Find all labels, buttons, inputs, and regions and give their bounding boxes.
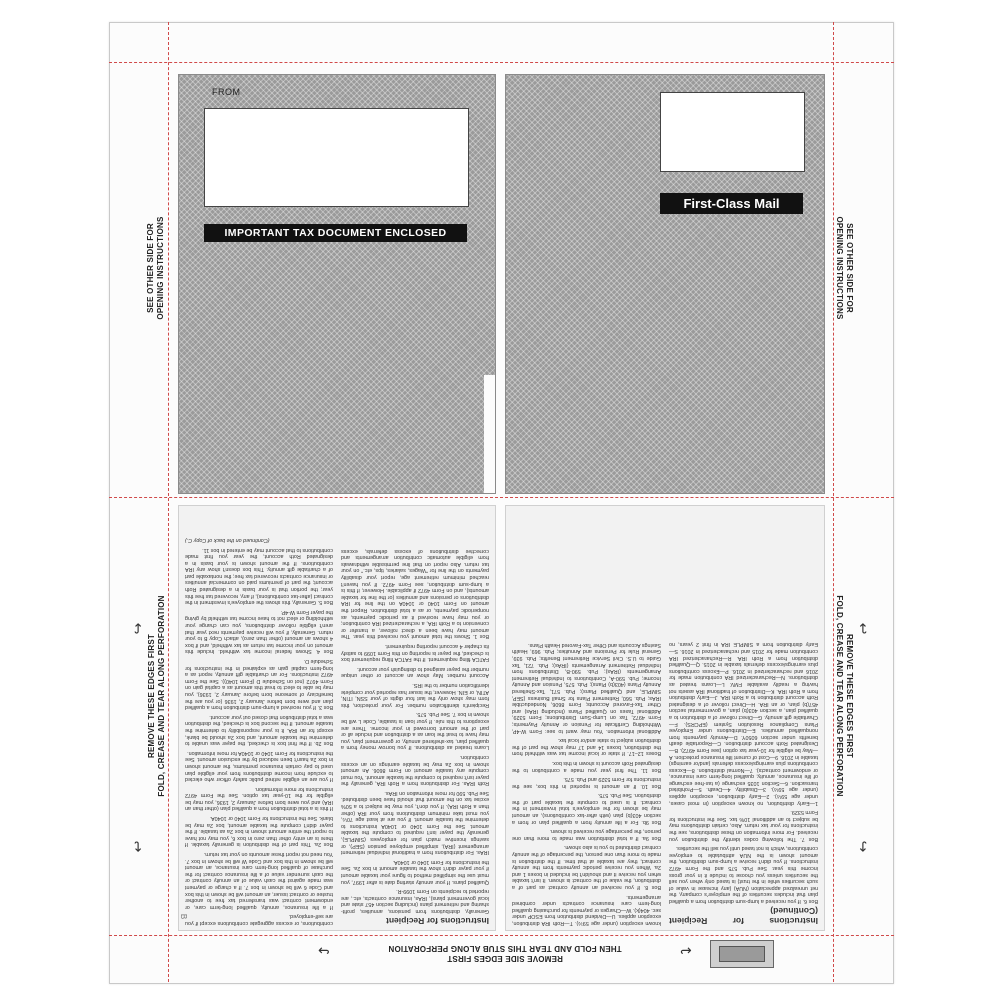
instructions-paragraph: Box 11. The first year you made a contribution to the designated Roth account is shown in this box. xyxy=(512,759,661,773)
instructions-paragraph: Account number. May show an account or other unique number the payer assigned to distinguish your account. xyxy=(341,665,489,679)
instructions-paragraph: Box 2a. This part of the distribution is generally taxable. If there is an entry other than zero in box 6, you may not have to report the entire amount shown in box 2a as taxable. If the payer didn't compute the taxable amount, box 2a may be blank. See the instructions for Form 1040 or 1040A. xyxy=(185,815,333,848)
instructions-right-title: Instructions for Recipient (Continued) xyxy=(669,906,818,926)
instructions-paragraph: Box 10. If an amount is reported in this box, see the instructions for Form 5329 and Pub. 575. xyxy=(512,776,661,789)
instructions-paragraph: Box 5. Generally, this shows the employee's investment in the contract (after-tax contributions), if any, recovered tax free this year; the portion that is your basis in a designated Roth account; the part of premiums paid on commercial annuities or insurance contracts recovered tax free; the nontaxable part of a charitable gift annuity. This box doesn't show any IRA contributions. If the amount shown is your basis in a designated Roth account, the year you first made contributions to that account may be entered in box 11. xyxy=(185,546,333,606)
bottom-stub-perforation xyxy=(109,935,894,936)
instructions-paragraph: If a life insurance, annuity, qualified long-term care, or endowment contract was transferred tax free to another trustee or contract issuer, an amount will be shown in this box and Code 6 will be shown in box 7. If a charge or payment was made against the cash value of an annuity contract or the cash surrender value of a life insurance contract for the purchase of qualified long-term care insurance, an amount will be shown in this box and Code W will be shown in box 7. You need not report these amounts on your tax return. xyxy=(185,851,333,910)
instructions-paragraph: Recipient's identification number. For your protection, this form may show only the last four digits of your SSN, ITIN, ATIN, or EIN. However, the issuer has reported your complete identification number to the IRS. xyxy=(341,682,489,708)
instructions-right-content xyxy=(512,510,818,926)
instructions-paragraph: Boxes 12–17. If state or local income tax was withheld from the distribution, boxes 14 and 17 may show the part of the distribution subject to state and/or local tax. xyxy=(512,737,661,757)
instructions-paragraph: Box 8. If you received an annuity contract as part of a distribution, the value of the contract is shown. It isn't taxable when you receive it and shouldn't be included in boxes 1 and 2a. When you receive periodic payments from the annuity contract, they are taxable at that time. If the distribution is made to more than one person, the percentage of the annuity contract distributed to you is also shown. xyxy=(512,844,661,891)
left-remove-edges-text: REMOVE THESE EDGES FIRST FOLD, CREASE AND TEAR ALONG PERFORATION xyxy=(147,595,166,797)
left-perforation xyxy=(168,22,169,982)
instructions-paragraph: If you are an eligible retired public safety officer who elected to exclude from income distributions from your eligible plan used to pay certain insurance premiums, the amount shown in box 2a hasn't been reduced by the exclusion amount. See the instructions for Form 1040 or 1040A for more information. xyxy=(185,749,333,783)
important-tax-document-banner: IMPORTANT TAX DOCUMENT ENCLOSED xyxy=(204,224,467,242)
instructions-left-panel xyxy=(178,505,496,931)
right-remove-edges-text: REMOVE THESE EDGES FIRST FOLD, CREASE AND TEAR ALONG PERFORATION xyxy=(835,595,854,797)
instructions-paragraph: Additional information. You may want to see: Form W-4P, Withholding Certificate for Pension or Annuity Payments; Form 4972, Tax on Lump-Sum Distributions; Form 5329, Additional Taxes on Qualified Plans (Including IRAs) and Other Tax-Favored Accounts; Form 8606, Nondeductible IRAs; Pub. 560, Retirement Plans for Small Business (SEP, SIMPLE, and Qualified Plans); Pub. 571, Tax-Sheltered Annuity Plans (403(b) Plans); Pub. 575, Pension and Annuity Income; Pub. 590-A, Contributions to Individual Retirement Arrangements (IRAs); Pub. 590-B, Distributions from Individual Retirement Arrangements (IRAs); Pub. 721, Tax Guide to U.S. Civil Service Retirement Benefits; Pub. 939, General Rule for Pensions and Annuities; Pub. 969, Health Savings Accounts and Other Tax-Favored Health Plans. xyxy=(512,641,661,734)
stub-arrow-left: ↪ xyxy=(318,943,330,959)
instructions-paragraph: Box 7. The following codes identify the distribution you received. For more information on these distributions, see the instructions for your tax return. Also, certain distributions may be subject to an additional 10% tax. See the instructions for Form 5329. xyxy=(669,809,818,842)
instructions-paragraph: IRAs. For distributions from a traditional individual retirement arrangement (IRA), simplified employee pension (SEP), or savings incentive match plan for employees (SIMPLE), generally the payer isn't required to compute the taxable amount. See the Form 1040 or 1040A instructions to determine the taxable amount. If you are at least age 70½, you must take minimum distributions from your IRA (other than a Roth IRA). If you don't, you may be subject to a 50% excise tax on the amount that should have been distributed. See Pub. 590 for more information on IRAs. xyxy=(341,789,489,856)
panel-notch xyxy=(484,375,495,493)
from-label: FROM xyxy=(212,87,241,97)
left-opening-instructions: SEE OTHER SIDE FOR OPENING INSTRUCTIONS xyxy=(146,216,165,320)
top-perforation xyxy=(109,62,894,63)
right-opening-instructions: SEE OTHER SIDE FOR OPENING INSTRUCTIONS xyxy=(835,216,854,320)
first-class-mail-banner: First-Class Mail xyxy=(660,193,803,214)
instructions-paragraph: Generally, distributions from pensions, annuities, profit-sharing and retirement plans (including section 457 state and local government plans), IRAs, insurance contracts, etc., are reported to recipients on Form 1099-R. xyxy=(341,888,489,914)
instructions-paragraph: Loans treated as distributions. If you borrow money from a qualified plan, tax-sheltered annuity, or government plan, you may have to treat the loan as a distribution and include all or part of the amount borrowed in your income. There are exceptions to this rule. If your loan is taxable, Code L will be shown in box 7. See Pub. 575. xyxy=(341,711,489,751)
stub-tab-window xyxy=(719,946,765,962)
instructions-paragraph: Box 3. If you received a lump-sum distribution from a qualified plan and were born before January 2, 1936 (or you are the beneficiary of someone born before January 2, 1936), you may be able to elect to treat this amount as a capital gain on Form 4972 (not on Schedule D (Form 1040)). See the Form 4972 instructions. For an charitable gift annuity, report as a long-term capital gain as explained in the instructions for Schedule D. xyxy=(185,658,333,711)
instructions-paragraph: FATCA filing requirement. If the FATCA filing requirement box is checked, the payer is reporting on this Form 1099 to satisfy its chapter 4 account reporting requirement. xyxy=(341,643,489,663)
center-fold-line xyxy=(109,497,894,498)
right-tear-arrow-up: ↩ xyxy=(855,622,872,635)
recipient-address-window xyxy=(660,92,805,172)
instructions-paragraph: Box 4. Shows federal income tax withheld. Include this amount on your income tax return as tax withheld, and if box 4 shows an amount (other than zero), attach Copy B to your return. Generally, if you will receive payments next year that aren't eligible rollover distributions, you can change your withholding or elect not to have income tax withheld by giving the payer Form W-4P. xyxy=(185,608,333,655)
instructions-paragraph: Box 1. Shows the total amount you received this year. The amount may have been a direct rollover, a transfer or conversion to a Roth IRA, a recharacterized IRA contribution; or you may have received it as periodic payments, as nonperiodic payments, or as a total distribution. Report the amount on Form 1040 or 1040A on the line for IRA distributions or pensions and annuities (or the line for taxable amounts), and on Form 4972 if applicable. However, if this is a lump-sum distribution, see Form 4972. If you haven't reached minimum retirement age, report your disability payments on the line for "Wages, salaries, tips, etc." on your tax return. Also report on that line permissible withdrawals from eligible automatic contribution arrangements and corrective distributions of excess deferrals, excess contributions, or excess aggregate contributions except if you are self-employed. xyxy=(185,547,489,926)
instructions-paragraph: Qualified plans. If your annuity starting date is after 1997, you must use the simplified method to figure your taxable amount if your payer didn't show the taxable amount in box 2a. See the instructions for Form 1040 or 1040A. xyxy=(341,858,489,885)
instructions-paragraph: Roth IRAs. For distributions from a Roth IRA, generally the payer isn't required to compute the taxable amount. You must compute any taxable amount on Form 8606. An amount shown in box 2a may be taxable earnings on an excess contribution. xyxy=(341,753,489,787)
instructions-right-panel xyxy=(505,505,825,931)
right-perforation xyxy=(833,22,834,982)
left-tear-arrow-up: ↪ xyxy=(129,622,146,635)
return-address-window xyxy=(204,108,469,207)
instructions-continued-note: (Continued on the back of Copy C.) xyxy=(185,536,270,543)
instructions-left-title: Instructions for Recipient xyxy=(386,916,489,926)
copy-b-mark: B xyxy=(179,913,189,920)
instructions-paragraph: If this is a total distribution from a qualified plan (other than an IRA) and you were born before January 2, 1936, you may be eligible for the 10-year tax option. See the Form 4972 instructions for more information. xyxy=(185,785,333,812)
instructions-paragraph: Box 9b. For a life annuity from a qualified plan or from a section 403(b) plan (with after-tax contributions), an amount may be shown for the employee's total investment in the contract. It is used to compute the taxable part of the distribution. See Pub. 575. xyxy=(512,792,661,825)
instructions-paragraph: Box 6. If you received a lump-sum distribution from a qualified plan that includes securities of the employer's company, the net unrealized appreciation (NUA) (any increase in value of such securities while in the trust) is taxed only when you sell the securities unless you choose to include it in your gross income this year. See Pub. 575 and the Form 4972 instructions. If you didn't receive a lump-sum distribution, the amount shown is the NUA attributable to employee contributions, which is not taxed until you sell the securities. xyxy=(669,845,818,904)
instructions-paragraph: Box 2b. If the first box is checked, the payer was unable to determine the taxable amount, and box 2a should be blank, except for an IRA. It is your responsibility to determine the taxable amount. If the second box is checked, the distribution was a total distribution that closed out your account. xyxy=(185,713,333,747)
left-tear-arrow-down: ↩ xyxy=(129,840,146,853)
stub-tab-graphic xyxy=(710,940,774,968)
right-tear-arrow-down: ↪ xyxy=(855,840,872,853)
bottom-stub-instructions: REMOVE SIDE EDGES FIRST THEN FOLD AND TEAR THIS STUB ALONG PERFORATION xyxy=(388,944,622,963)
instructions-left-content xyxy=(185,510,489,926)
instructions-paragraph: Box 9a. If a total distribution was made to more than one person, the percentage you received is shown. xyxy=(512,828,661,841)
instructions-paragraph: 1—Early distribution, no known exception (in most cases, under age 59½). 2—Early distribution, exception applies (under age 59½). 3—Disability. 4—Death. 5—Prohibited transaction. 6—Section 1035 exchange (a tax-free exchange of life insurance, annuity, qualified long-term care insurance, or endowment contracts). 7—Normal distribution. 8—Excess contributions plus earnings/excess deferrals (and/or earnings) taxable in 2016. 9—Cost of current life insurance protection. A—May be eligible for 10-year tax option (see Form 4972). B—Designated Roth account distribution. C—Reportable death benefits under section 6050Y. D—Annuity payments from nonqualified annuities. E—Distributions under Employee Plans Compliance Resolution System (EPCRS). F—Charitable gift annuity. G—Direct rollover of a distribution to a qualified plan, a section 403(b) plan, a governmental section 457(b) plan, or an IRA. H—Direct rollover of a designated Roth account distribution to a Roth IRA. J—Early distribution from a Roth IRA. K—Distribution of traditional IRA assets not having a readily available FMV. L—Loans treated as distributions. N—Recharacterized IRA contribution made for 2016 and recharacterized in 2016. P—Excess contributions plus earnings/excess deferrals taxable in 2015. Q—Qualified distribution from a Roth IRA. R—Recharacterized IRA contribution made for 2015 and recharacterized in 2016. S—Early distribution from a SIMPLE IRA in first 2 years, no known exception (under age 59½). T—Roth IRA distribution, exception applies. U—Dividend distribution from ESOP under sec. 404(k). W—Charges or payments for purchasing qualified long-term care insurance contracts under combined arrangements. xyxy=(512,641,818,926)
stub-arrow-right: ↩ xyxy=(680,943,692,959)
